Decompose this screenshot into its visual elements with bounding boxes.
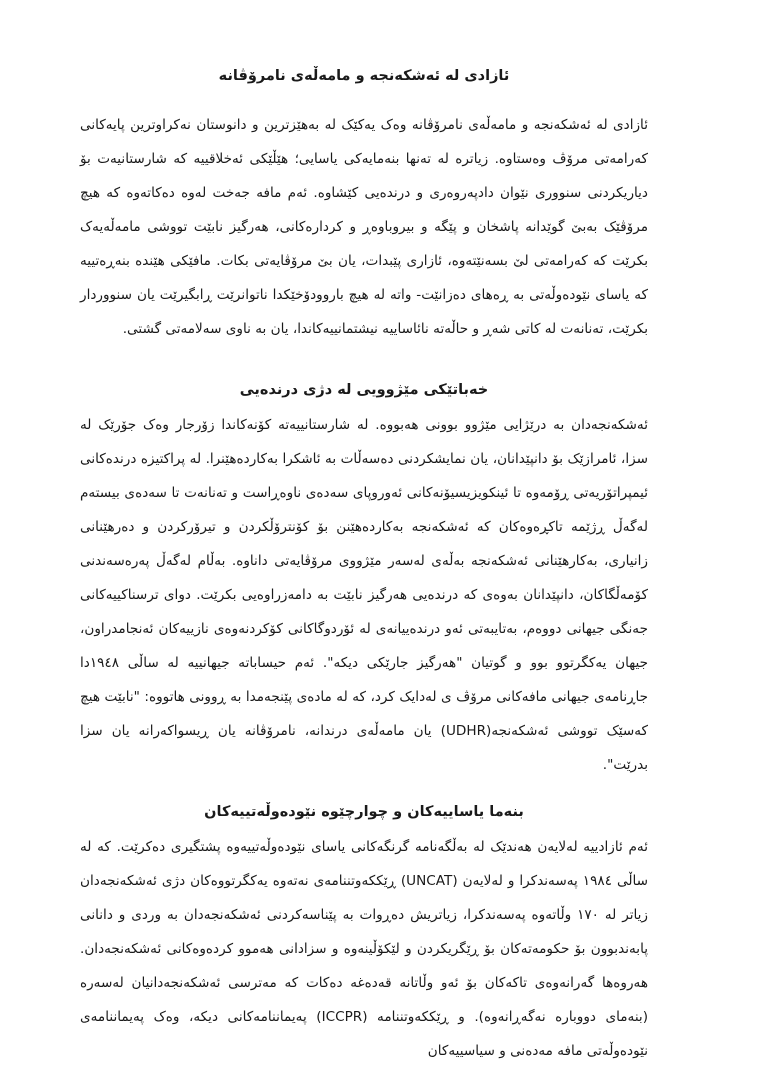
legal-frameworks-paragraph: ئەم ئازادییە لەلایەن هەندێک لە بەڵگەنامە گرنگەکانی یاسای نێودەوڵەتییەوە پشتگیری دەکرێت. کە لە ساڵی ١٩٨٤ پەسەندکرا و لەلایەن (UNCAT) ڕێککەوتننامەی نەتەوە یەکگرتووەکان دژی ئەشکەنجەدان زیاتر لە ١٧٠ وڵاتەوە پەسەندکرا، زیاتریش دەڕوات بە پێناسەکردنی ئەشکەنجەدان بە وردی و دانانی پابەندبوون بۆ حکومەتەکان بۆ ڕێگریکردن و لێکۆڵینەوە و سزادانی هەموو کردەوەکانی ئەشکەنجەدان. هەروەها گەرانەوەی تاکەکان بۆ ئەو وڵاتانە قەدەغە دەکات کە مەترسی ئەشکەنجەدانیان لەسەرە (بنەمای دووبارە نەگەڕانەوە). و ڕێککەوتننامە (ICCPR) پەیماننامەکانی دیکە، وەک پەیماننامەی نێودەوڵەتی مافە مەدەنی و سیاسییەکان	[80, 839, 649, 1059]
history-paragraph: ئەشکەنجەدان بە درێژایی مێژوو بوونی هەبووە. لە شارستانییەتە کۆنەکاندا زۆرجار وەک جۆرێک لە سزا، ئامرازێک بۆ دانپێدانان، یان نمایشکردنی دەسەڵات بە ئاشکرا بەکاردەهێنرا. لە پراکتیزە درندەکانی ئیمپراتۆریەتی ڕۆمەوە تا ئینکویزیسیۆنەکانی ئەوروپای سەدەی ناوەڕاست و تەنانەت تا سەدەی بیستەم لەگەڵ ڕژێمە تاکڕەوەکان کە ئەشکەنجە بەکاردەهێنن بۆ کۆنترۆڵکردن و تیرۆرکردن و دەرهێنانی زانیاری، بەکارهێنانی ئەشکەنجە بەڵەی لەسەر مێژووی مرۆڤایەتی داناوە. بەڵام لەگەڵ پەرەسەندنی کۆمەڵگاکان، دانپێدانان بەوەی کە درندەیی هەرگیز نابێت بە دامەزراوەیی بکرێت. دوای ترسناکییەکانی جەنگی جیهانی دووەم، بەتایبەتی ئەو درندەییانەی لە ئۆردوگاکانی کۆکردنەوەی نازییەکان ئەنجامدراون، جیهان یەکگرتوو بوو و گوتیان "هەرگیز جارێکی دیکە". ئەم حیساباتە جیهانییە لە ساڵی ١٩٤٨دا جاڕنامەی جیهانی مافەکانی مرۆڤ ی لەدایک کرد، کە لە مادەی پێنجەمدا بە ڕوونی هاتووە: "نابێت هیچ کەسێک تووشی ئەشکەنجە(UDHR) یان مامەڵەی درندانە، نامرۆڤانە یان ڕیسواکەرانە یان سزا بدرێت".	[80, 417, 649, 773]
intro-paragraph: ئازادی لە ئەشکەنجە و مامەڵەی نامرۆڤانە وەک یەکێک لە بەهێزترین و دانوستان نەکراوترین پایەکانی کەرامەتی مرۆڤ وەستاوە. زیاترە لە تەنها بنەمایەکی یاسایی؛ هێڵێکی ئەخلاقییە کە شارستانیەت بۆ دیاریکردنی سنووری نێوان دادپەروەری و درندەیی کێشاوە. ئەم مافە جەخت لەوە دەکاتەوە کە هیچ مرۆڤێک بەبێ گوێدانە پاشخان و پێگە و بیروباوەڕ و کردارەکانی، هەرگیز نابێت تووشی مامەڵەیەک بکرێت کە کەرامەتی لێ بسەنێتەوە، ئازاری پێبدات، یان بێ مرۆڤایەتی بکات. مافێکی هێندە بنەڕەتییە کە یاسای نێودەوڵەتی بە ڕەهای دەزانێت- واتە لە هیچ باروودۆخێکدا ناتوانرێت ڕابگیرێت یان سنووردار بکرێت، تەنانەت لە کاتی شەڕ و حاڵەتە نائاساییە نیشتمانییەکاندا، یان بە ناوی سەلامەتی گشتی.	[80, 117, 648, 337]
section-heading-history: خەباتێکی مێژوویی لە دژی درندەیی	[239, 382, 489, 398]
document-title: ئازادی لە ئەشکەنجە و مامەڵەی نامرۆڤانە	[218, 68, 510, 84]
section-heading-legal-frameworks: بنەما یاساییەکان و چوارچێوە نێودەوڵەتییەکان	[204, 804, 524, 820]
